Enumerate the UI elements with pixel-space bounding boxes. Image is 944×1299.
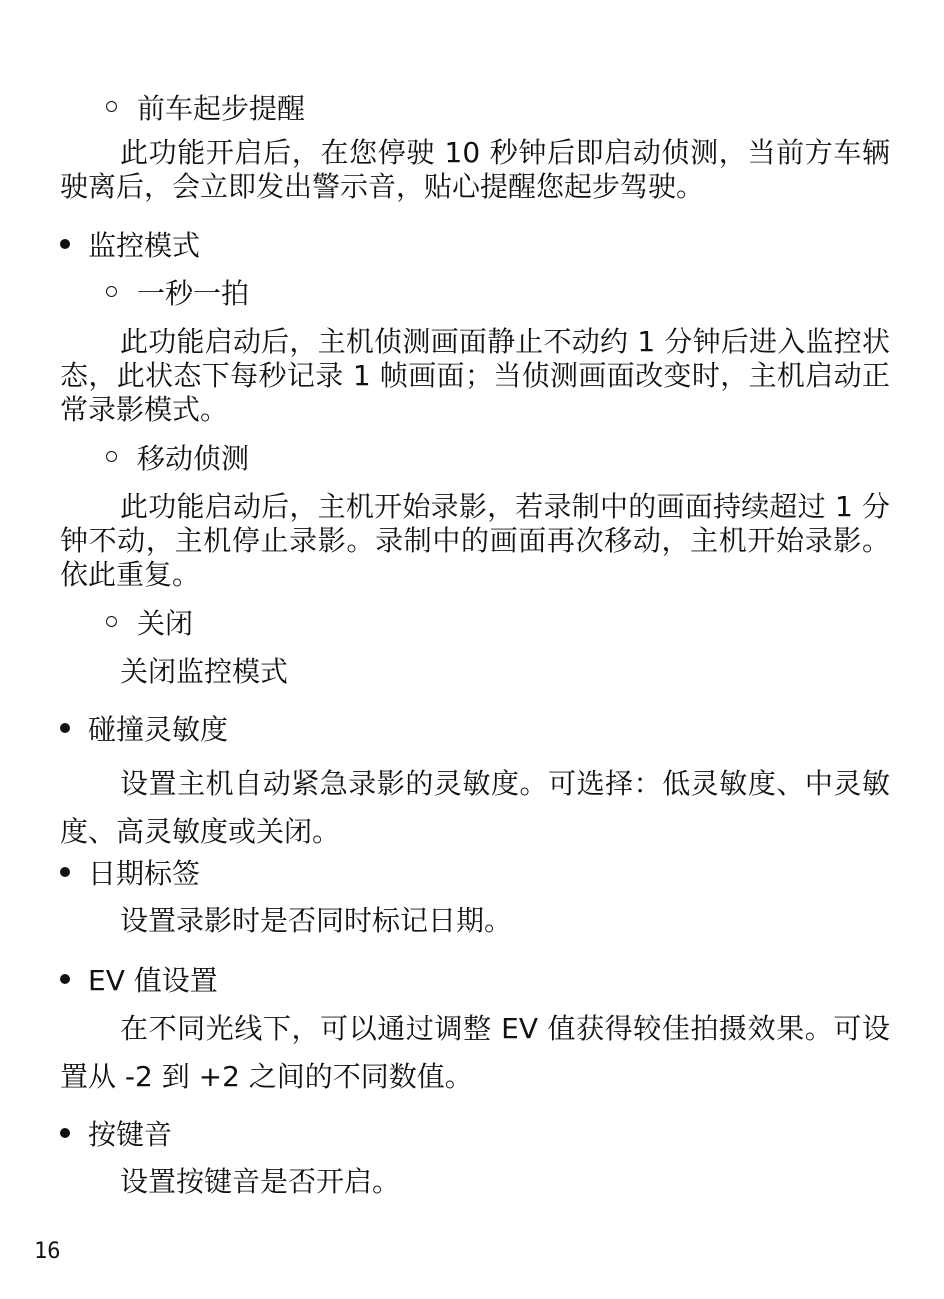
section-title: 按键音	[88, 1118, 173, 1151]
section-title: 监控模式	[88, 229, 201, 262]
section-title: EV 值设置	[88, 964, 218, 997]
paragraph-collision-sensitivity: 设置主机自动紧急录影的灵敏度。可选择：低灵敏度、中灵敏度、高灵敏度或关闭。	[60, 767, 890, 848]
subsection-title: 移动侦测	[137, 442, 250, 475]
section-ev-setting-heading	[60, 964, 218, 998]
paragraph-one-per-second: 此功能启动后，主机侦测画面静止不动约 1 分钟后进入监控状态，此状态下每秒记录 1 帧画面；当侦测画面改变时，主机启动正常录影模式。	[60, 325, 890, 426]
subsection-title: 关闭	[137, 607, 194, 640]
section-date-stamp-heading	[60, 857, 200, 891]
hollow-bullet-icon	[106, 101, 117, 112]
subsection-title: 一秒一拍	[137, 277, 250, 310]
subsection-front-car-start-heading	[106, 92, 305, 126]
subsection-title: 前车起步提醒	[137, 92, 306, 125]
hollow-bullet-icon	[106, 286, 117, 297]
subsection-motion-detect-heading	[106, 442, 249, 476]
section-title: 碰撞灵敏度	[88, 713, 229, 746]
hollow-bullet-icon	[106, 451, 117, 462]
paragraph-key-tone: 设置按键音是否开启。	[120, 1165, 401, 1198]
subsection-one-per-second-heading	[106, 277, 249, 311]
bullet-icon	[60, 723, 70, 733]
hollow-bullet-icon	[106, 616, 117, 627]
paragraph-monitor-off: 关闭监控模式	[120, 655, 289, 688]
paragraph-date-stamp: 设置录影时是否同时标记日期。	[120, 904, 513, 937]
section-collision-sensitivity-heading	[60, 713, 228, 747]
section-title: 日期标签	[88, 857, 201, 890]
paragraph-front-car-start: 此功能开启后，在您停驶 10 秒钟后即启动侦测，当前方车辆驶离后，会立即发出警示音，贴心提醒您起步驾驶。	[60, 136, 890, 203]
paragraph-ev-setting: 在不同光线下，可以通过调整 EV 值获得较佳拍摄效果。可设置从 -2 到 +2 之间的不同数值。	[60, 1012, 890, 1093]
paragraph-motion-detect: 此功能启动后，主机开始录影，若录制中的画面持续超过 1 分钟不动，主机停止录影。录制中的画面再次移动，主机开始录影。依此重复。	[60, 490, 890, 591]
bullet-icon	[60, 239, 70, 249]
subsection-off-heading	[106, 607, 193, 641]
bullet-icon	[60, 1128, 70, 1138]
bullet-icon	[60, 867, 70, 877]
bullet-icon	[60, 974, 70, 984]
section-monitor-mode-heading	[60, 229, 200, 263]
page-number: 16	[34, 1239, 61, 1264]
section-key-tone-heading	[60, 1118, 172, 1152]
